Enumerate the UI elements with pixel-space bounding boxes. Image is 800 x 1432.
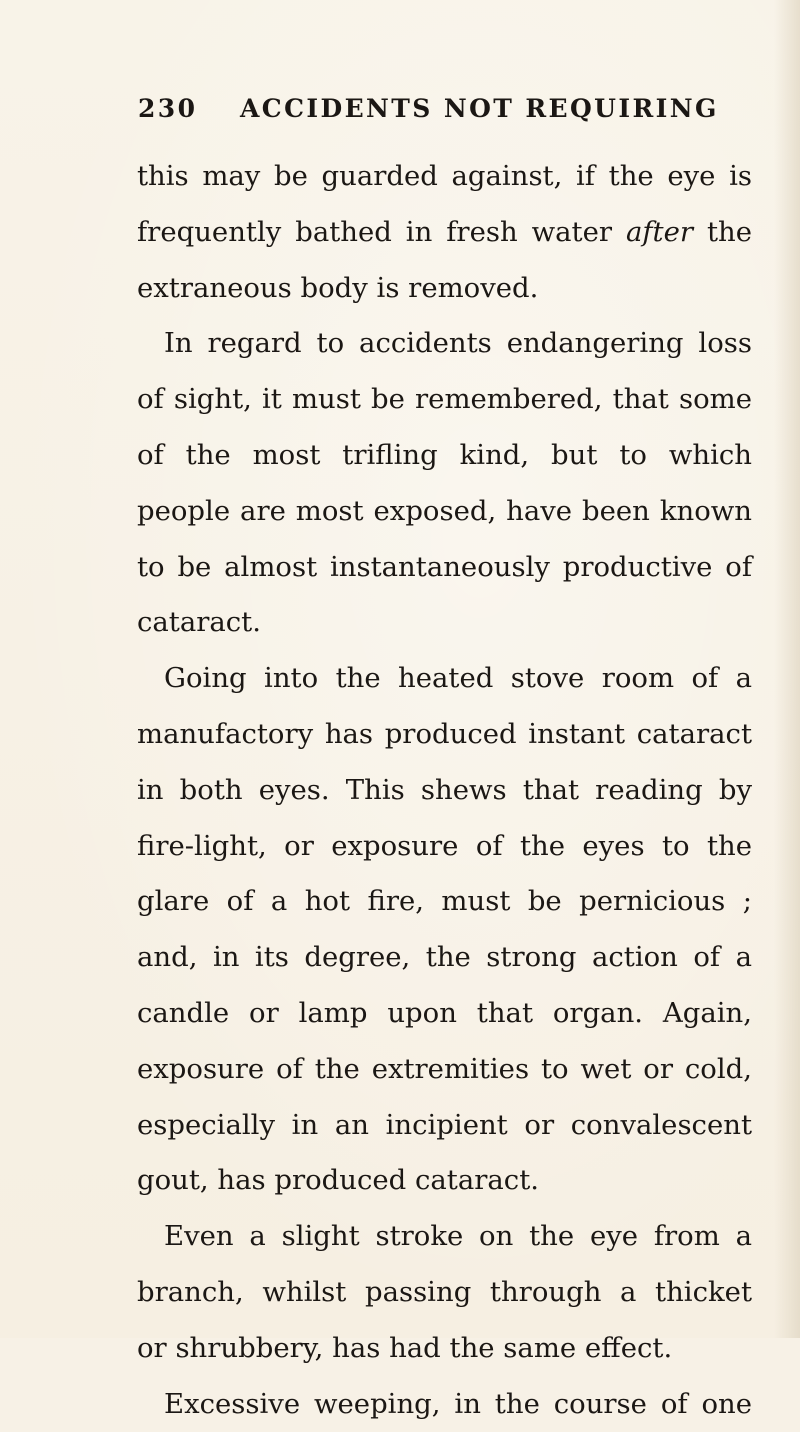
body-line-19 <box>137 1153 752 1209</box>
body-line-10-text: Going into the heated stove room of a <box>164 662 752 695</box>
body-line-23 <box>137 1377 752 1432</box>
body-line-18-text: especially in an incipient or convalescent <box>137 1108 752 1141</box>
body-line-9-text: cataract. <box>137 606 261 639</box>
body-line-21-text: branch, whilst passing through a thicket <box>137 1275 752 1308</box>
body-line-20 <box>137 1209 752 1265</box>
body-line-9 <box>137 595 752 651</box>
body-line-12 <box>137 763 752 819</box>
body-line-3 <box>137 261 752 317</box>
body-line-13 <box>137 819 752 875</box>
body-line-11-text: manufactory has produced instant cataract <box>137 717 752 750</box>
body-line-10 <box>137 651 752 707</box>
body-line-12-text: in both eyes. This shews that reading by <box>137 773 752 806</box>
body-line-2 <box>137 205 752 261</box>
body-line-4-text: In regard to accidents endangering loss <box>164 327 752 360</box>
body-line-5-text: of sight, it must be remembered, that some <box>137 383 752 416</box>
page-number: 230 <box>138 94 198 123</box>
body-line-4 <box>137 316 752 372</box>
body-line-21 <box>137 1265 752 1321</box>
body-line-22-text: or shrubbery, has had the same effect. <box>137 1331 673 1364</box>
body-line-16-text: candle or lamp upon that organ. Again, <box>137 996 752 1029</box>
body-line-6-text: of the most trifling kind, but to which <box>137 438 752 471</box>
body-line-20-text: Even a slight stroke on the eye from a <box>164 1220 752 1253</box>
body-line-2-italic: after <box>625 215 694 248</box>
body-line-11 <box>137 707 752 763</box>
body-line-5 <box>137 372 752 428</box>
body-line-2-after: the <box>693 215 752 248</box>
body-line-1-text: this may be guarded against, if the eye is <box>137 160 752 192</box>
body-line-18 <box>137 1098 752 1154</box>
body-line-7-text: people are most exposed, have been known <box>137 494 752 527</box>
body-line-8 <box>137 540 752 596</box>
body-line-2-before: frequently bathed in fresh water <box>137 215 626 248</box>
page-edge-shadow <box>774 0 800 1338</box>
body-line-17 <box>137 1042 752 1098</box>
body-line-8-text: to be almost instantaneously productive of <box>137 550 752 583</box>
body-line-13-text: fire-light, or exposure of the eyes to the <box>137 829 752 862</box>
body-line-22 <box>137 1321 752 1377</box>
body-line-16 <box>137 986 752 1042</box>
body-line-14-text: glare of a hot fire, must be pernicious ; <box>137 885 752 918</box>
body-line-19-text: gout, has produced cataract. <box>137 1164 539 1197</box>
page-body-text <box>137 149 752 1432</box>
body-line-17-text: exposure of the extremities to wet or cold, <box>137 1052 752 1085</box>
running-head-title: ACCIDENTS NOT REQUIRING <box>240 94 719 123</box>
body-line-6 <box>137 428 752 484</box>
body-line-23-text: Excessive weeping, in the course of one <box>164 1387 752 1420</box>
body-line-15-text: and, in its degree, the strong action of a <box>137 941 752 974</box>
body-line-7 <box>137 484 752 540</box>
body-line-1 <box>137 149 752 205</box>
body-line-14 <box>137 874 752 930</box>
body-line-15 <box>137 930 752 986</box>
running-head <box>138 94 758 128</box>
body-line-3-text: extraneous body is removed. <box>137 271 539 304</box>
